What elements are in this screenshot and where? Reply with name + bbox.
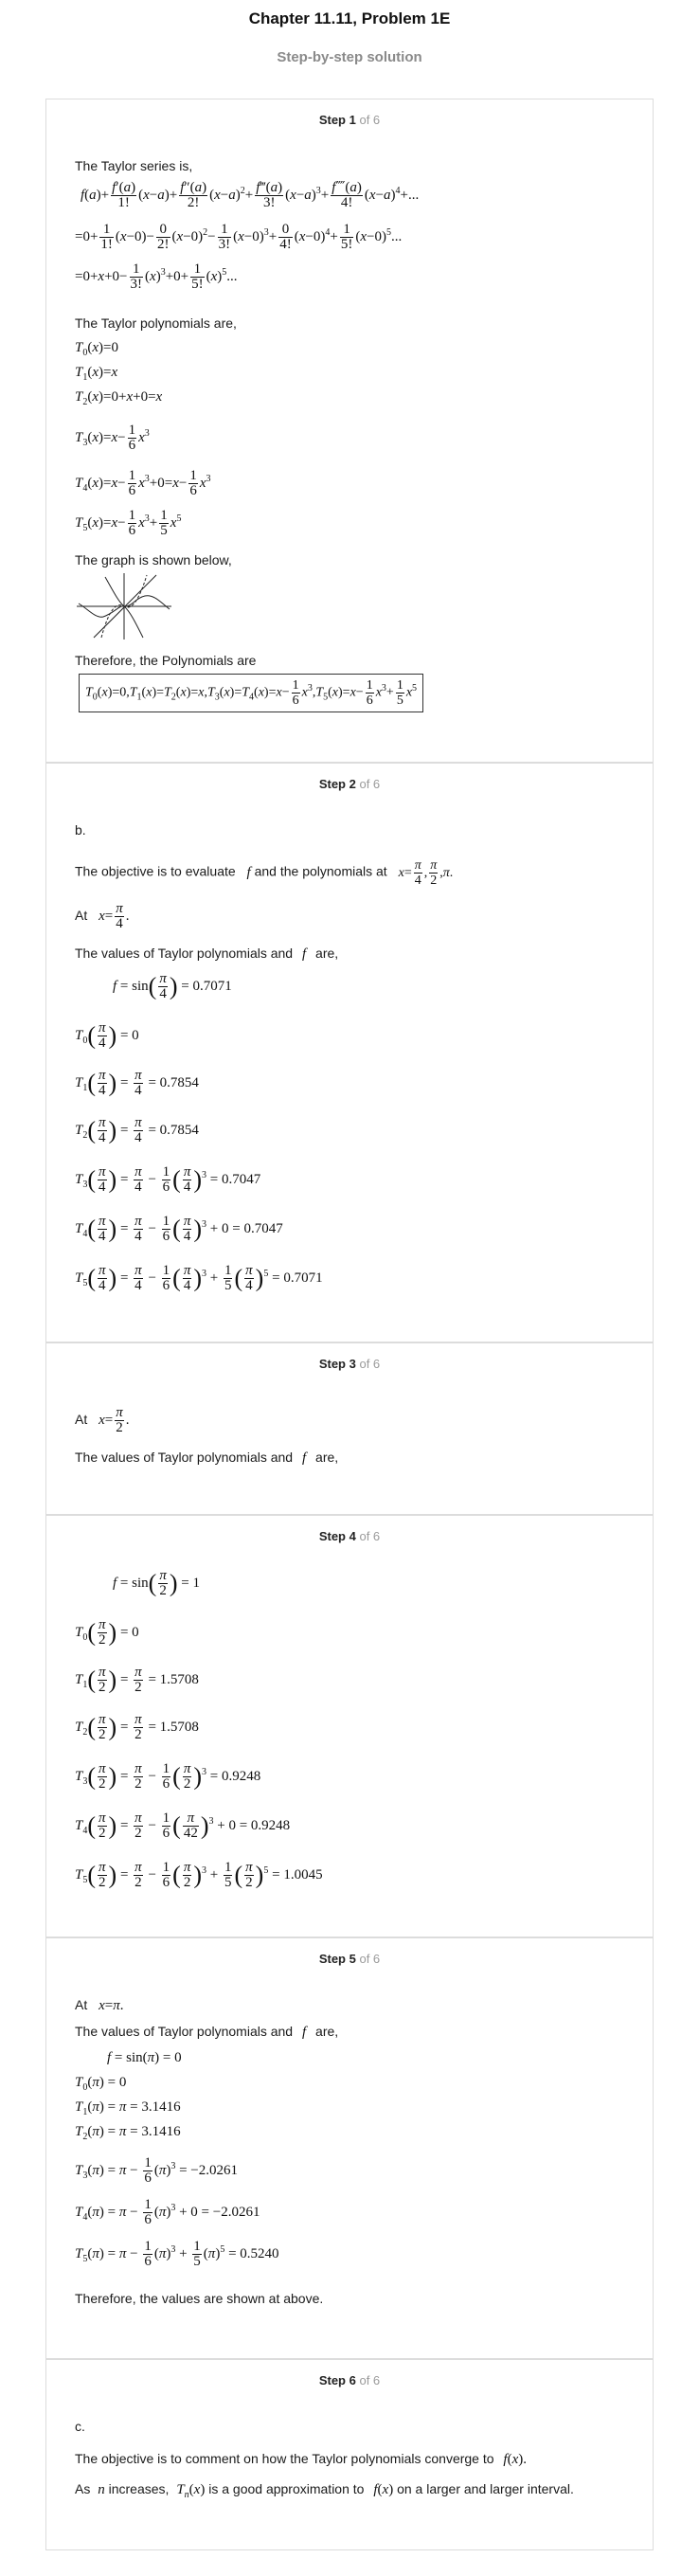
t3-pi-over-4: $T_3$( $\frac{\pi}{4}$ ) = $\frac{\pi}{4}$ − $\frac{1}{6}$ ( $\frac{\pi}{4}$ )$^3$ = 0.7047 (75, 1164, 261, 1195)
as-label: As (75, 2481, 91, 2496)
step-1-header (46, 113, 653, 127)
t2-pi-over-2: $T_2$( $\frac{\pi}{2}$ ) = $\frac{\pi}{2}$ = 1.5708 (75, 1712, 199, 1742)
step-4-card (45, 1515, 654, 1937)
t0-pi-over-2: $T_0$( $\frac{\pi}{2}$ ) = 0 (75, 1617, 139, 1648)
t2-value: 3.1416 (141, 2124, 181, 2139)
objective-c: The objective is to comment on how the Taylor polynomials converge to f(x). (75, 2451, 528, 2467)
f-value: 1 (192, 1575, 200, 1591)
t5-pi-over-2: $T_5$( $\frac{\pi}{2}$ ) = $\frac{\pi}{2}$ − $\frac{1}{6}$ ( $\frac{\pi}{2}$ )$^3$ + $\frac{1}{5}$ ( $\frac{\pi}{2}$ )$^5$ = 1.0045 (75, 1860, 323, 1890)
increases-text: increases, (108, 2481, 170, 2496)
f-value: 0.7071 (192, 978, 232, 994)
taylor-series-formula: f(a)+ $\frac{f'(a)}{1!}$ (x−a)+ $\frac{f''(a)}{2!}$ $(x-a)^2+$ $\frac{f‴(a)}{3!}$ $(x-a)^3+$ $\frac{f⁗(a)}{4!}$ $(x-a)^4+$... (81, 180, 420, 210)
at-label: At (75, 907, 88, 923)
values-text: The values of Taylor polynomials and (75, 946, 294, 961)
f-pi-over-2: f = sin( $\frac{\pi}{2}$ ) = 1 (113, 1568, 200, 1598)
t3-pi-over-2: $T_3$( $\frac{\pi}{2}$ ) = $\frac{\pi}{2}$ − $\frac{1}{6}$ ( $\frac{\pi}{2}$ )$^3$ = 0.9248 (75, 1761, 261, 1792)
values-suffix: are, (315, 2024, 339, 2039)
t0-equation: $T_0(x)=0$ (75, 340, 118, 358)
t2-pi-over-4: $T_2$( $\frac{\pi}{4}$ ) = $\frac{\pi}{4}$ = 0.7854 (75, 1115, 199, 1145)
approx-text: is a good approximation to (208, 2481, 365, 2496)
t4-value: 0.9248 (250, 1817, 291, 1833)
t1-value: 1.5708 (159, 1671, 199, 1687)
t4-pi-over-4: $T_4$( $\frac{\pi}{4}$ ) = $\frac{\pi}{4}$ − $\frac{1}{6}$ ( $\frac{\pi}{4}$ )$^3$ + 0 = 0.7047 (75, 1214, 283, 1244)
t1-equation: $T_1(x)=x$ (75, 365, 118, 383)
taylor-series-intro: The Taylor series is, (75, 158, 193, 173)
step-5-header (46, 1952, 653, 1966)
t2-pi: $T_2(\pi) = \pi = 3.1416$ (75, 2124, 181, 2142)
values-text: The values of Taylor polynomials and (75, 1450, 294, 1465)
part-c-label: c. (75, 2419, 85, 2434)
step-label: Step 3 (318, 1357, 356, 1371)
part-b-label: b. (75, 822, 86, 838)
taylor-series-substitution: =0+ $\frac{1}{1!}$ (x−0)− $\frac{0}{2!}$ $(x-0)^2-$ $\frac{1}{3!}$ $(x-0)^3+$ $\frac{0}{4!}$ $(x-0)^4+$ $\frac{1}{5!}$ $(x-0)^5$... (75, 222, 403, 252)
step-6-card (45, 2359, 654, 2550)
conclusion-intro: Therefore, the Polynomials are (75, 653, 257, 668)
t1-pi-over-2: $T_1$( $\frac{\pi}{2}$ ) = $\frac{\pi}{2}$ = 1.5708 (75, 1665, 199, 1695)
t5-value: 0.7071 (283, 1270, 323, 1286)
page-subtitle: Step-by-step solution (277, 49, 422, 65)
at-pi-over-2: At x= $\frac{\pi}{2}$ . (75, 1405, 130, 1435)
step-label: Step 6 (318, 2373, 356, 2387)
t1-pi: $T_1(\pi) = \pi = 3.1416$ (75, 2099, 181, 2117)
t0-pi-over-4: $T_0$( $\frac{\pi}{4}$ ) = 0 (75, 1020, 139, 1051)
step-count: of 6 (359, 113, 381, 127)
f-value: 0 (174, 2050, 182, 2065)
step-label: Step 2 (318, 777, 356, 791)
at-label: At (75, 1411, 88, 1427)
step-6-header (46, 2373, 653, 2387)
t3-value: −2.0261 (190, 2162, 239, 2178)
t4-pi-over-2: $T_4$( $\frac{\pi}{2}$ ) = $\frac{\pi}{2}$ − $\frac{1}{6}$ ( $\frac{\pi}{42}$ )$^3$ + 0 = 0.9248 (75, 1810, 291, 1841)
values-suffix: are, (315, 1450, 339, 1465)
page-title: Chapter 11.11, Problem 1E (248, 9, 451, 27)
objective-prefix: The objective is to evaluate (75, 863, 236, 879)
step-count: of 6 (359, 1952, 381, 1966)
values-intro-c: The values of Taylor polynomials and f are, (75, 1450, 339, 1466)
values-intro-b: The values of Taylor polynomials and f are, (75, 946, 339, 962)
step-count: of 6 (359, 1357, 381, 1371)
step-count: of 6 (359, 1529, 381, 1543)
taylor-polys-intro: The Taylor polynomials are, (75, 315, 237, 331)
t4-denominator: 42 (183, 1826, 198, 1841)
step-2-header (46, 777, 653, 791)
t1-pi-over-4: $T_1$( $\frac{\pi}{4}$ ) = $\frac{\pi}{4}$ = 0.7854 (75, 1068, 199, 1098)
t5-equation: $T_5(x)=x-$ $\frac{1}{6}$ $x^3+$ $\frac{1}{5}$ $x^5$ (75, 508, 182, 538)
step-1-card (45, 99, 654, 763)
step-3-card (45, 1342, 654, 1515)
t3-equation: $T_3(x)=x-$ $\frac{1}{6}$ $x^3$ (75, 423, 150, 453)
t5-value: 0.5240 (240, 2245, 279, 2261)
t5-pi: $T_5(\pi) = \pi$ − $\frac{1}{6}$ $(\pi)^3$ + $\frac{1}{5}$ $(\pi)^5 = 0.5240$ (75, 2239, 279, 2269)
t3-value: 0.7047 (221, 1171, 261, 1187)
t5-pi-over-4: $T_5$( $\frac{\pi}{4}$ ) = $\frac{\pi}{4}$ − $\frac{1}{6}$ ( $\frac{\pi}{4}$ )$^3$ + $\frac{1}{5}$ ( $\frac{\pi}{4}$ )$^5$ = 0.7071 (75, 1263, 323, 1293)
values-text: The values of Taylor polynomials and (75, 2024, 294, 2039)
polynomials-result-box: $T_0(x)=0,T_1(x)=T_2(x)=x,T_3(x)=T_4(x)=x-$ $\frac{1}{6}$ $x^3,T_5(x)=x-$ $\frac{1}{6}$ $x^3+$ $\frac{1}{5}$ $x^5$ (79, 674, 423, 712)
step-count: of 6 (359, 2373, 381, 2387)
at-pi-over-4: At x= $\frac{\pi}{4}$ . (75, 901, 130, 931)
f-pi: f = sin(π) = 0 (107, 2050, 182, 2065)
t4-value: −2.0261 (212, 2204, 260, 2220)
step-count: of 6 (359, 777, 381, 791)
t2-value: 1.5708 (159, 1719, 199, 1735)
t0-value: 0 (118, 2075, 127, 2090)
t1-value: 3.1416 (141, 2099, 181, 2115)
t5-value: 1.0045 (283, 1866, 323, 1882)
at-pi: At x=π. (75, 1997, 124, 2013)
t4-pi: $T_4(\pi) = \pi$ − $\frac{1}{6}$ $(\pi)^3 + 0 = -2.0261$ (75, 2197, 260, 2227)
objective-mid: and the polynomials at (254, 863, 387, 879)
values-intro-d: The values of Taylor polynomials and f are, (75, 2024, 339, 2040)
interval-text: on a larger and larger interval. (397, 2481, 574, 2496)
t1-value: 0.7854 (159, 1074, 199, 1090)
objective-b: The objective is to evaluate f and the polynomials at x= $\frac{\pi}{4}$ , $\frac{\pi}{2}$ ,π. (75, 858, 454, 888)
t4-equation: $T_4(x)=x-$ $\frac{1}{6}$ $x^3+0=x-$ $\frac{1}{6}$ $x^3$ (75, 468, 211, 498)
values-suffix: are, (315, 946, 339, 961)
t3-pi: $T_3(\pi) = \pi$ − $\frac{1}{6}$ $(\pi)^3 = -2.0261$ (75, 2155, 239, 2186)
t4-value: 0.7047 (243, 1220, 283, 1236)
step-label: Step 1 (318, 113, 356, 127)
taylor-polynomials-graph (77, 571, 171, 641)
step-3-header (46, 1357, 653, 1371)
t3-value: 0.9248 (221, 1768, 261, 1784)
t2-equation: $T_2(x)=0+x+0=x$ (75, 389, 163, 407)
graph-intro: The graph is shown below, (75, 552, 232, 567)
t0-value: 0 (132, 1027, 139, 1043)
taylor-series-simplified: =0+x+0− $\frac{1}{3!}$ $(x)^3+0+$ $\frac{1}{5!}$ $(x)^5$... (75, 261, 238, 292)
at-label: At (75, 1997, 88, 2012)
f-pi-over-4: f = sin( $\frac{\pi}{4}$ ) = 0.7071 (113, 971, 232, 1001)
convergence-statement: As n increases, $T_n(x)$ is a good approximation to f(x) on a larger and larger interval. (75, 2481, 574, 2500)
step-label: Step 5 (318, 1952, 356, 1966)
t2-value: 0.7854 (159, 1122, 199, 1138)
values-conclusion: Therefore, the values are shown at above. (75, 2291, 324, 2306)
step-2-card (45, 763, 654, 1342)
step-label: Step 4 (318, 1529, 356, 1543)
t0-value: 0 (132, 1624, 139, 1640)
t0-pi: $T_0(\pi) = 0$ (75, 2075, 127, 2093)
step-4-header (46, 1529, 653, 1543)
objective-text: The objective is to comment on how the Taylor polynomials converge to (75, 2451, 494, 2466)
step-5-card (45, 1937, 654, 2359)
